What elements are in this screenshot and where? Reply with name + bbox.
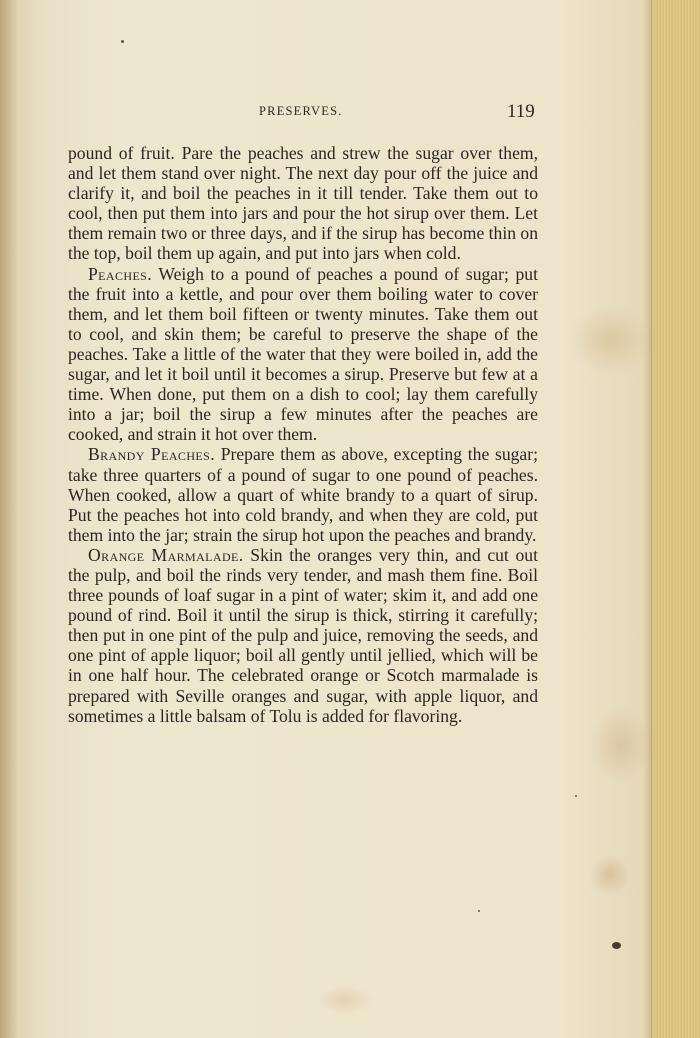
recipe-brandy-peaches <box>68 444 538 544</box>
recipe-peaches <box>68 264 538 445</box>
page-number: 119 <box>507 101 535 122</box>
recipe-body: Prepare them as above, excepting the sugar; take three quarters of a pound of sugar to one pound of peaches. When cooked, allow a quart of white brandy to a quart of sirup. Put the peaches hot into cold brandy, and when they are cold, put them into the jar; strain the sirup hot upon the peaches and brandy. <box>68 444 538 545</box>
recipe-body: Skin the oranges very thin, and cut out the pulp, and boil the rinds very tender, and mash them fine. Boil three pounds of loaf sugar in a pint of water; skim it, and add one pound of rind. Boil it until the sirup is thick, stirring it carefully; then put in one pint of the pulp and juice, removing the seeds, and one pint of apple liquor; boil all gently until jellied, which will be in one half hour. The celebrated orange or Scotch marmalade is prepared with Seville oranges and sugar, with apple liquor, and sometimes a little balsam of Tolu is added for flavoring. <box>68 544 538 726</box>
recipe-heading: Orange Marmalade. <box>88 544 244 565</box>
ink-blot <box>612 942 621 949</box>
recipe-body: Weigh to a pound of peaches a pound of sugar; put the fruit into a kettle, and pour over them boiling water to cover them, and let them boil fifteen or twenty minutes. Take them out to cool, and skin them; be careful to preserve the shape of the peaches. Take a little of the water that they were boiled in, add the sugar, and let it boil until it becomes a sirup. Preserve but few at a time. When done, put them on a dish to cool; lay them carefully into a jar; boil the sirup a few minutes after the peaches are cooked, and strain it hot over them. <box>68 263 538 445</box>
recipe-text <box>68 143 538 726</box>
recipe-orange-marmalade <box>68 545 538 726</box>
paper-speck <box>121 40 124 43</box>
book-page-edges <box>651 0 700 1038</box>
paragraph-text: pound of fruit. Pare the peaches and strew the sugar over them, and let them stand over night. The next day pour off the juice and clarify it, and boil the peaches in it till tender. Take them out to cool, then put them into jars and pour the hot sirup over them. Let them remain two or three days, and if the sirup has become thin on the top, boil them up again, and put into jars when cold. <box>68 143 539 264</box>
page-gutter-shadow <box>0 0 18 1038</box>
paper-speck <box>478 910 480 912</box>
recipe-heading: Brandy Peaches. <box>88 444 215 465</box>
running-head: PRESERVES. <box>259 104 343 118</box>
recipe-heading: Peaches. <box>88 263 153 284</box>
paragraph-continuation <box>68 143 538 264</box>
paper-speck <box>575 795 577 797</box>
